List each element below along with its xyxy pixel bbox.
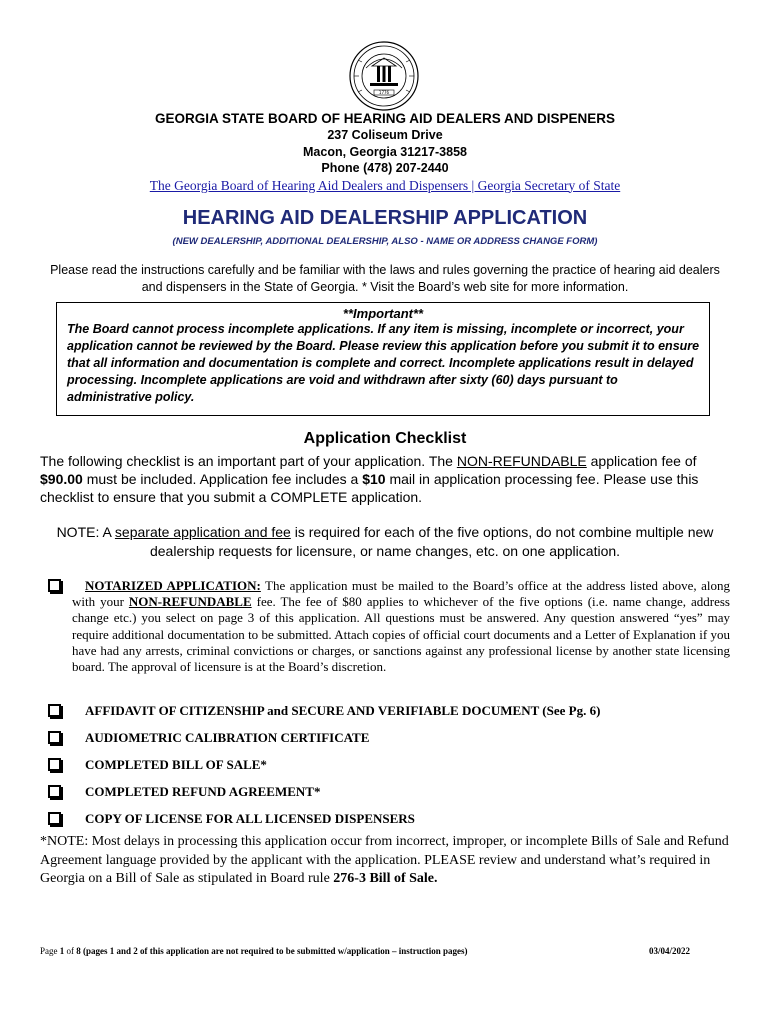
checkbox-icon[interactable]	[48, 812, 61, 825]
non-refundable-term: NON-REFUNDABLE	[128, 594, 252, 610]
note-text: is required for each of the five options, do not combine multiple new dealership requests for licensure, or name changes, etc. on one application.	[149, 524, 714, 559]
georgia-state-seal-icon	[344, 40, 424, 112]
checklist-item-heading: AFFIDAVIT OF CITIZENSHIP and SECURE AND VERIFIABLE DOCUMENT (See Pg. 6)	[85, 703, 601, 718]
checklist-item-license-copy	[40, 811, 730, 827]
intro-paragraph: Please read the instructions carefully and be familiar with the laws and rules governing the practice of hearing aid dealers and dispensers in the State of Georgia. * Visit the Board’s web site for more information.	[50, 263, 720, 294]
checkbox-icon[interactable]	[48, 704, 61, 717]
checklist-intro-text: application fee of	[586, 453, 697, 469]
separate-application-note	[40, 523, 730, 560]
bill-of-sale-footnote	[40, 833, 740, 889]
footer-note: (pages 1 and 2 of this application are not required to be submitted w/application – instruction pages)	[80, 946, 468, 956]
page-of: of	[64, 946, 77, 956]
checklist-item-heading: AUDIOMETRIC CALIBRATION CERTIFICATE	[85, 730, 370, 745]
checklist-item-body: fee. The fee of $80 applies to whichever of the five options (i.e. name change, address change etc.) you select on page 3 of this application. All questions must be answered. Any question answered “yes” may require additional documentation to be submitted. Attach copies of official court documents and a Letter of Explanation if you have had any arrests, criminal convictions or charges, or sanctions against any professional license by another state licensing board. The approval of licensure is at the Board’s discretion.	[72, 594, 730, 675]
checklist-intro-text: The following checklist is an important part of your application. The	[40, 453, 457, 469]
checklist-item-bill-of-sale	[40, 757, 730, 773]
checkbox-icon[interactable]	[48, 579, 61, 592]
street-address: 237 Coliseum Drive	[327, 128, 443, 142]
checklist-item-audiometric	[40, 730, 730, 746]
board-rule-reference: 276-3 Bill of Sale.	[333, 871, 438, 886]
application-fee: $90.00	[40, 471, 83, 487]
page-total: 8	[76, 946, 81, 956]
checklist-intro	[40, 452, 730, 506]
checkbox-icon[interactable]	[48, 785, 61, 798]
checklist-item-refund-agreement	[40, 784, 730, 800]
important-text: The Board cannot process incomplete applications. If any item is missing, incomplete or incorrect, your application cannot be reviewed by the Board. Please review this application before you submit it to ensure that all information and documentation is complete and correct. Incomplete applications result in delayed processing. Incomplete applications are void and withdrawn after sixty (60) days pursuant to administrative policy.	[67, 322, 700, 404]
checklist-intro-text: mail in application processing fee. Please use this checklist to ensure that you submit a COMPLETE application.	[40, 471, 699, 505]
phone-number: Phone (478) 207-2440	[321, 161, 449, 175]
checklist-item-heading: COPY OF LICENSE FOR ALL LICENSED DISPENSERS	[85, 811, 415, 826]
checklist-item-heading: COMPLETED BILL OF SALE*	[85, 757, 267, 772]
checklist-item-notarized-application	[40, 578, 730, 675]
note-text: NOTE: A	[56, 524, 115, 540]
checkbox-icon[interactable]	[48, 758, 61, 771]
page-label: Page	[40, 946, 60, 956]
non-refundable-term: NON-REFUNDABLE	[456, 453, 587, 469]
checklist-title: Application Checklist	[303, 430, 467, 447]
letterhead	[0, 110, 770, 195]
footnote-text: *NOTE: Most delays in processing this application occur from incorrect, improper, or incomplete Bills of Sale and Refund Agreement language provided by the applicant with the application. PLEASE review and understand what’s required in Georgia on a Bill of Sale as stipulated in Board rule	[40, 834, 729, 886]
note-underlined: separate application and fee	[114, 524, 291, 540]
checkbox-icon[interactable]	[48, 731, 61, 744]
checklist-intro-text: must be included. Application fee includes a	[82, 471, 363, 487]
mail-processing-fee: $10	[362, 471, 386, 487]
page-subtitle: (NEW DEALERSHIP, ADDITIONAL DEALERSHIP, ALSO - NAME OR ADDRESS CHANGE FORM)	[172, 236, 598, 247]
svg-text:1776: 1776	[378, 90, 390, 96]
checklist-item-body: The application must be mailed to the Board’s office at the address listed above, along with your	[72, 578, 730, 610]
important-notice-box	[56, 302, 710, 416]
important-title: **Important**	[342, 306, 424, 321]
checklist-item-affidavit	[40, 703, 730, 719]
board-name: GEORGIA STATE BOARD OF HEARING AID DEALERS AND DISPENERS	[154, 111, 616, 126]
city-address: Macon, Georgia 31217-3858	[303, 144, 467, 159]
board-website-link[interactable]: The Georgia Board of Hearing Aid Dealers and Dispensers | Georgia Secretary of State	[149, 177, 621, 193]
page-footer	[40, 946, 690, 956]
checklist-item-text	[72, 578, 730, 675]
page-title: HEARING AID DEALERSHIP APPLICATION	[182, 207, 588, 229]
checklist-item-heading: COMPLETED REFUND AGREEMENT*	[85, 784, 321, 799]
checklist-item-heading: NOTARIZED APPLICATION:	[85, 578, 261, 593]
revision-date: 03/04/2022	[648, 946, 690, 956]
page-number: 1	[59, 946, 65, 956]
